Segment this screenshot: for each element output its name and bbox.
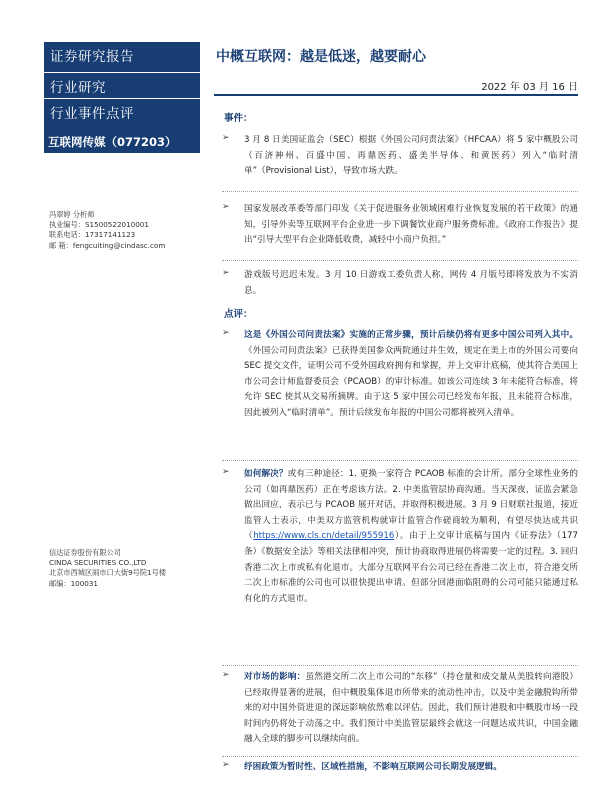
comment-lead: 这是《外国公司问责法案》实施的正常步骤，预计后续仍将有更多中国公司列入其中。 [244, 330, 578, 340]
arrow-bullet-icon: ➢ [222, 467, 230, 477]
report-date: 2022 年 03 月 16 日 [481, 82, 578, 93]
report-type-banner [44, 42, 200, 72]
company-address: 北京市西城区闹市口大街9号院1号楼 [49, 568, 166, 578]
company-name-cn: 信达证券股份有限公司 [49, 548, 121, 557]
comment-lead: 对市场的影响： [244, 672, 306, 682]
arrow-bullet-icon: ➢ [222, 268, 230, 278]
analyst-info [49, 210, 165, 251]
comment-lead: 纾困政策为暂时性、区域性措施，不影响互联网公司长期发展逻辑。 [244, 762, 502, 772]
sector-code: 互联网传媒（077203） [48, 135, 177, 149]
event-text: 3 月 8 日美国证监会（SEC）根据《外国公司问责法案》（HFCAA）将 5 家中概股公司（百济神州、百盛中国、再鼎医药、盛美半导体、和黄医药）列入“临时清单”（Provisional List），导致市场大跌。 [244, 135, 578, 177]
comment-text [244, 670, 578, 748]
category-label: 行业研究 [50, 80, 106, 96]
comment-text [244, 328, 578, 422]
header-rule [214, 94, 578, 96]
event-text: 国家发展改革委等部门印发《关于促进服务业领域困难行业恢复发展的若干政策》的通知，引导外卖等互联网平台企业进一步下调餐饮业商户服务费标准。《政府工作报告》提出“引导大型平台企业降低收费，减轻中小商户负担。” [244, 204, 578, 246]
comment-body: 虽然港交所二次上市公司的“东移”（持仓量和成交量从美股转向港股）已经取得显著的进展，但中概股集体退市所带来的流动性冲击，以及中美金融脱钩所带来的对中国外资进退的深远影响依然难以评估。因此，我们预计港股和中概股市场一段时间内仍将处于动荡之中。我们预计中美监管层最终会就这一问题达成共识，中国金融融入全球的脚步可以继续向前。 [244, 672, 578, 745]
sidebar [0, 0, 200, 800]
comment-lead: 如何解决？ [244, 469, 288, 479]
report-type-label: 证券研究报告 [50, 49, 134, 65]
dotted-separator [222, 460, 578, 461]
arrow-bullet-icon: ➢ [222, 328, 230, 338]
company-postcode: 邮编：100031 [49, 578, 99, 588]
arrow-bullet-icon: ➢ [222, 133, 230, 143]
event-text: 游戏版号迟迟未发。3 月 10 日游戏工委负责人称，网传 4 月版号即将发放为不实消息。 [244, 270, 578, 296]
comment-text [244, 760, 578, 776]
comment-body: ）。由于上交审计底稿与国内《证券法》（177 条）《数据安全法》等相关法律相冲突，预计协商取得进展仍将需要一定的过程。3. 回归香港二次上市或私有化退市。大部分互联网平台公司已经在香港二次上市，符合港交所二次上市标准的公司也可以很快提出申请。但部分回港面临阻碍的公司可能只能通过私有化的方式退市。 [244, 531, 578, 604]
company-info [49, 548, 166, 589]
comment-text [244, 467, 578, 607]
analyst-name: 冯翠婷 分析师 [49, 210, 95, 219]
analyst-email: 邮 箱：fengcuiting@cindasc.com [49, 240, 166, 250]
events-heading: 事件： [224, 113, 253, 124]
arrow-bullet-icon: ➢ [222, 670, 230, 680]
comments-heading: 点评： [224, 309, 253, 320]
comment-body: 《外国公司问责法案》已获得美国参众两院通过并生效，规定在美上市的外国公司要向 SEC 提交文件，证明公司不受外国政府拥有和掌握，并上交审计底稿，使其符合美国上市公司会计师监督委员会（PCAOB）的审计标准。如该公司连续 3 年未能符合标准，将允许 SEC 使其从交易所摘牌。由于这 5 家中国公司已经发布年报，且未能符合标准，因此被列入“临时清单”。预计后续发布年报的中国公司都将被列入清单。 [244, 345, 578, 418]
arrow-bullet-icon: ➢ [222, 760, 230, 770]
dotted-separator [222, 756, 578, 757]
analyst-license: 执业编号：S1500522010001 [49, 220, 149, 230]
source-link[interactable]: https://www.cls.cn/detail/955916 [253, 531, 395, 542]
dotted-separator [222, 191, 578, 192]
comment-body: 或有三种途径：1. 更换一家符合 PCAOB 标准的会计所。部分全球性业务的公司（如再鼎医药）正在考虑该方法。2. 中美监管层协商沟通。当天深夜，证监会紧急做出回应，表示已与 PCAOB 展开对话，并取得积极进展。3 月 9 日财联社报道，接近监管人士表示，中美双方监管机构就审计监管合作磋商较为顺利，有望尽快达成共识（ [244, 469, 578, 542]
dotted-separator [222, 665, 578, 666]
company-name-en: CINDA SECURITIES CO.,LTD [49, 558, 147, 568]
report-title: 中概互联网：越是低迷，越要耐心 [216, 49, 426, 65]
category-banner [44, 73, 200, 98]
analyst-phone: 联系电话：17317141123 [49, 230, 136, 240]
dotted-separator [222, 260, 578, 261]
sub-category-label: 行业事件点评 [50, 106, 134, 122]
arrow-bullet-icon: ➢ [222, 202, 230, 212]
